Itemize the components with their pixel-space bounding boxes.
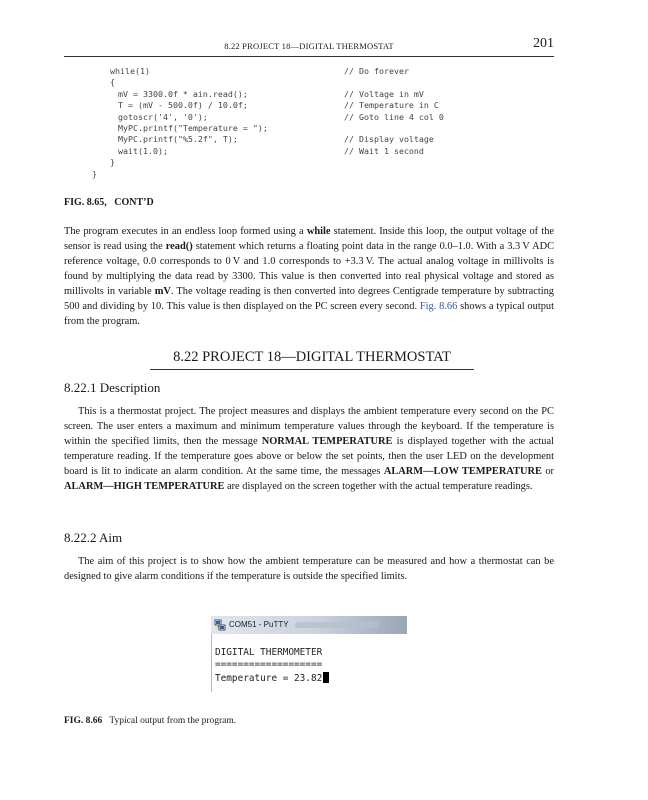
bold-term: ALARM—HIGH TEMPERATURE: [64, 481, 225, 492]
code-text: while(1): [110, 66, 150, 76]
code-text: MyPC.printf("%5.2f", T);: [118, 134, 238, 145]
code-text: }: [92, 168, 97, 179]
code-comment: // Goto line 4 col 0: [344, 111, 444, 122]
code-line: [92, 112, 562, 123]
code-comment: // Temperature in C: [344, 100, 439, 111]
figure-caption: [64, 716, 236, 726]
code-line: [92, 146, 562, 157]
code-line: [92, 134, 562, 145]
code-line: [92, 77, 562, 88]
terminal-line: ===================: [215, 659, 323, 670]
text-run: . The voltage reading is then converted into degrees Centigrade temperature by subtracting 500 and dividing by 10. This value is then displayed on the PC screen every second.: [64, 286, 554, 312]
description-paragraph: [64, 404, 554, 494]
caption-text: Typical output from the program.: [109, 716, 237, 726]
code-line: [92, 157, 562, 168]
putty-title: COM51 - PuTTY: [229, 620, 289, 629]
text-run: are displayed on the screen together with the actual temperature readings.: [224, 481, 533, 492]
bold-term: ALARM—LOW TEMPERATURE: [383, 466, 542, 477]
bold-term: read(): [165, 241, 193, 252]
bold-term: mV: [154, 286, 171, 297]
putty-window: [211, 616, 407, 692]
code-text: wait(1.0);: [118, 145, 168, 156]
code-comment: // Display voltage: [344, 134, 434, 145]
bold-term: NORMAL TEMPERATURE: [261, 436, 393, 447]
code-text: gotoscr('4', '0');: [118, 111, 208, 122]
terminal-screen[interactable]: [211, 634, 408, 692]
intro-paragraph: [64, 224, 554, 329]
code-text: T = (mV - 500.0f) / 10.0f;: [118, 100, 248, 111]
putty-icon: [214, 619, 226, 631]
figure-link[interactable]: Fig. 8.66: [419, 301, 458, 312]
code-comment: // Voltage in mV: [344, 88, 424, 99]
terminal-line: [215, 672, 329, 684]
code-text: {: [110, 77, 115, 88]
code-line: [92, 89, 562, 100]
section-heading: 8.22 PROJECT 18—DIGITAL THERMOSTAT: [150, 349, 474, 370]
terminal-cursor: [323, 672, 329, 683]
figure-continued-label: [64, 197, 154, 208]
code-line: [92, 100, 562, 111]
code-line: [92, 123, 562, 134]
code-line: [92, 169, 562, 180]
text-run: is displayed together with the actual temperature reading. If the temperature goes above or below the set points, then the user LED on the development board is lit to indicate an alarm condition. At the same time, the messages: [64, 436, 554, 477]
terminal-line: DIGITAL THERMOMETER: [215, 647, 323, 658]
description-heading: 8.22.1 Description: [64, 380, 161, 395]
text-run: statement which returns a floating point data in the range 0.0–1.0. With a 3.3 V ADC reference voltage, 0.0 corresponds to 0 V and 1.0 corresponds to +3.3 V. The actual analog voltage in millivolts is found by multiplying the data read by 3300. This value is then converted into real physical voltage and stored as millivolts in variable: [64, 241, 555, 297]
figure-number: FIG. 8.66: [64, 716, 103, 726]
code-text: mV = 3300.0f * ain.read();: [118, 88, 248, 99]
code-comment: // Do forever: [344, 66, 409, 76]
temperature-readout: Temperature = 23.82: [215, 673, 323, 684]
code-line: [92, 66, 562, 77]
figure-number: FIG. 8.65,: [64, 197, 107, 208]
text-run: shows a typical output from the program.: [64, 301, 554, 327]
text-run: statement. Inside this loop, the output voltage of the sensor is read using the: [64, 226, 554, 252]
aim-heading: 8.22.2 Aim: [64, 530, 123, 545]
text-run: or: [541, 466, 554, 477]
figure-cont-text: CONT’D: [114, 197, 154, 208]
text-run: The program executes in an endless loop formed using a: [64, 226, 307, 237]
code-text: }: [110, 157, 115, 168]
putty-titlebar[interactable]: [211, 616, 407, 634]
text-run: The aim of this project is to show how the ambient temperature can be measured and how a thermostat can be designed to give alarm conditions if the temperature is outside the specified limits.: [64, 556, 554, 582]
code-text: MyPC.printf("Temperature = ");: [118, 122, 268, 133]
page-number: 201: [533, 36, 554, 51]
text-run: This is a thermostat project. The project measures and displays the ambient temperature every second on the PC screen. The user enters a maximum and minimum temperature values through the keyboard. If the temperature is within the specified limits, then the message: [64, 406, 554, 447]
bold-term: while: [306, 226, 331, 237]
code-listing: [92, 66, 562, 180]
aim-paragraph: [64, 554, 554, 584]
running-head: [64, 36, 554, 57]
running-head-title: 8.22 PROJECT 18—DIGITAL THERMOSTAT: [224, 41, 394, 51]
blurred-title-region: [295, 622, 379, 628]
code-comment: // Wait 1 second: [344, 145, 424, 156]
